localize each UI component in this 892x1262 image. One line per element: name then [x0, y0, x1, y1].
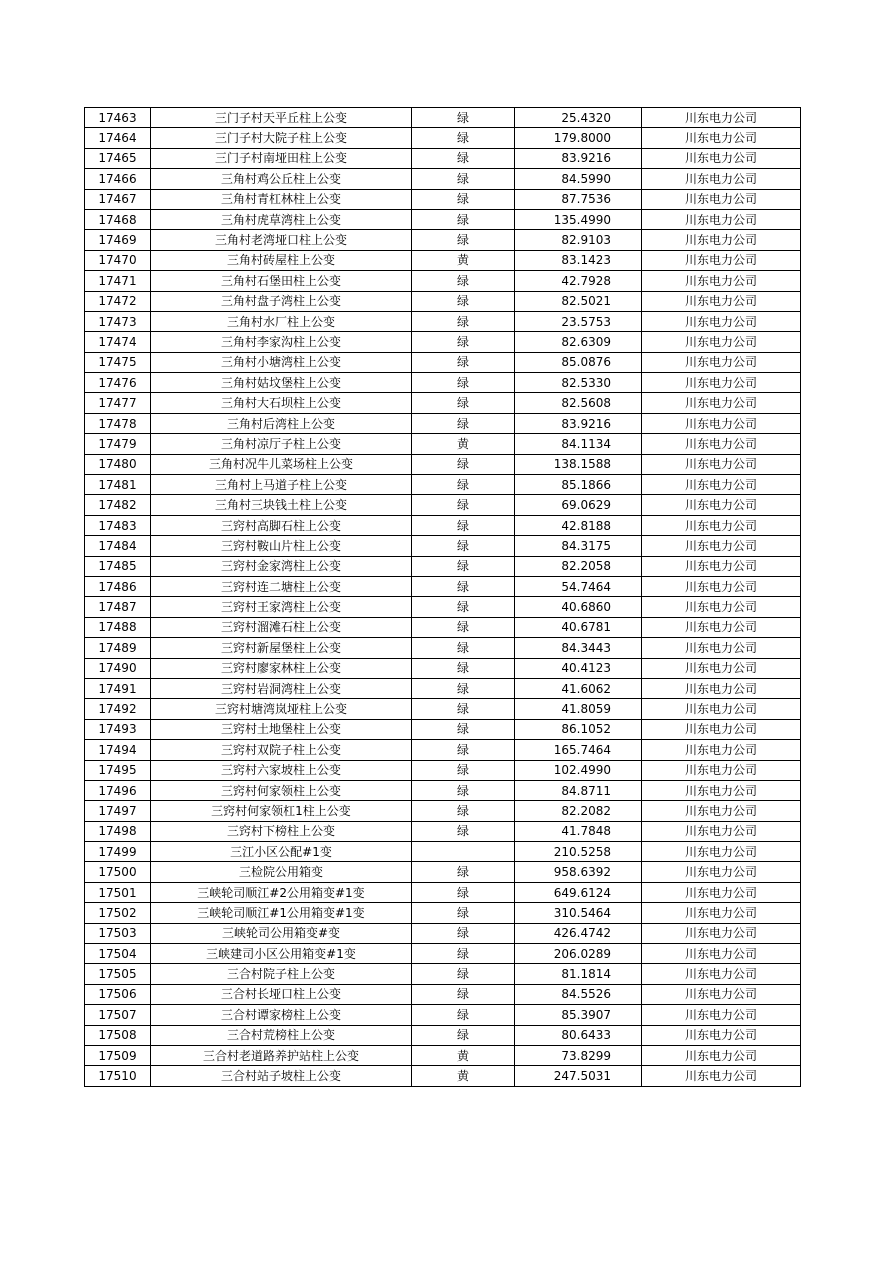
cell-name: 三角村老湾垭口柱上公变	[151, 230, 412, 250]
cell-status: 绿	[412, 658, 515, 678]
cell-company: 川东电力公司	[642, 821, 801, 841]
cell-company: 川东电力公司	[642, 638, 801, 658]
cell-name: 三角村水厂柱上公变	[151, 311, 412, 331]
table-row	[85, 923, 801, 943]
cell-value: 135.4990	[515, 209, 642, 229]
cell-name: 三角村鸡公丘柱上公变	[151, 169, 412, 189]
cell-id: 17485	[85, 556, 151, 576]
cell-name: 三峡轮司顺江#2公用箱变#1变	[151, 882, 412, 902]
cell-company: 川东电力公司	[642, 556, 801, 576]
cell-status: 绿	[412, 617, 515, 637]
cell-id: 17463	[85, 108, 151, 128]
cell-value: 86.1052	[515, 719, 642, 739]
cell-company: 川东电力公司	[642, 108, 801, 128]
table-row	[85, 332, 801, 352]
cell-value: 82.6309	[515, 332, 642, 352]
cell-name: 三窍村连二塘柱上公变	[151, 576, 412, 596]
cell-value: 69.0629	[515, 495, 642, 515]
table-row	[85, 944, 801, 964]
cell-id: 17472	[85, 291, 151, 311]
cell-value: 40.6781	[515, 617, 642, 637]
cell-status: 绿	[412, 984, 515, 1004]
cell-name: 三门子村大院子柱上公变	[151, 128, 412, 148]
table-row	[85, 413, 801, 433]
cell-company: 川东电力公司	[642, 842, 801, 862]
cell-id: 17473	[85, 311, 151, 331]
cell-name: 三窍村双院子柱上公变	[151, 740, 412, 760]
cell-company: 川东电力公司	[642, 393, 801, 413]
cell-value: 85.1866	[515, 475, 642, 495]
cell-status: 绿	[412, 169, 515, 189]
cell-company: 川东电力公司	[642, 434, 801, 454]
cell-value: 40.4123	[515, 658, 642, 678]
cell-value: 958.6392	[515, 862, 642, 882]
cell-status: 绿	[412, 964, 515, 984]
cell-company: 川东电力公司	[642, 332, 801, 352]
cell-company: 川东电力公司	[642, 128, 801, 148]
cell-status: 黄	[412, 1045, 515, 1065]
cell-value: 42.8188	[515, 515, 642, 535]
table-row	[85, 760, 801, 780]
table-row	[85, 495, 801, 515]
cell-id: 17484	[85, 536, 151, 556]
cell-name: 三角村小塘湾柱上公变	[151, 352, 412, 372]
cell-company: 川东电力公司	[642, 271, 801, 291]
cell-company: 川东电力公司	[642, 944, 801, 964]
cell-status: 绿	[412, 495, 515, 515]
cell-value: 82.2082	[515, 801, 642, 821]
cell-status: 绿	[412, 1025, 515, 1045]
cell-company: 川东电力公司	[642, 291, 801, 311]
cell-value: 87.7536	[515, 189, 642, 209]
table-row	[85, 250, 801, 270]
table-row	[85, 719, 801, 739]
cell-company: 川东电力公司	[642, 964, 801, 984]
cell-id: 17475	[85, 352, 151, 372]
table-row	[85, 699, 801, 719]
cell-id: 17469	[85, 230, 151, 250]
cell-id: 17503	[85, 923, 151, 943]
cell-status: 绿	[412, 821, 515, 841]
cell-company: 川东电力公司	[642, 1045, 801, 1065]
cell-id: 17465	[85, 148, 151, 168]
cell-name: 三窍村六家坡柱上公变	[151, 760, 412, 780]
table-row	[85, 209, 801, 229]
cell-value: 102.4990	[515, 760, 642, 780]
cell-id: 17478	[85, 413, 151, 433]
table-row	[85, 842, 801, 862]
cell-status: 绿	[412, 760, 515, 780]
cell-id: 17482	[85, 495, 151, 515]
table-row	[85, 780, 801, 800]
cell-name: 三合村站子坡柱上公变	[151, 1066, 412, 1086]
cell-id: 17486	[85, 576, 151, 596]
cell-company: 川东电力公司	[642, 209, 801, 229]
cell-name: 三检院公用箱变	[151, 862, 412, 882]
cell-company: 川东电力公司	[642, 882, 801, 902]
cell-name: 三窍村何家领柱上公变	[151, 780, 412, 800]
cell-id: 17466	[85, 169, 151, 189]
cell-status: 绿	[412, 271, 515, 291]
cell-status: 绿	[412, 291, 515, 311]
cell-company: 川东电力公司	[642, 189, 801, 209]
cell-company: 川东电力公司	[642, 413, 801, 433]
cell-id: 17471	[85, 271, 151, 291]
cell-name: 三窍村金家湾柱上公变	[151, 556, 412, 576]
table-row	[85, 352, 801, 372]
cell-status: 绿	[412, 393, 515, 413]
table-row	[85, 291, 801, 311]
cell-value: 210.5258	[515, 842, 642, 862]
cell-status: 绿	[412, 352, 515, 372]
cell-name: 三角村上马道子柱上公变	[151, 475, 412, 495]
cell-status: 绿	[412, 413, 515, 433]
cell-name: 三江小区公配#1变	[151, 842, 412, 862]
table-row	[85, 271, 801, 291]
cell-value: 82.5608	[515, 393, 642, 413]
table-row	[85, 169, 801, 189]
cell-company: 川东电力公司	[642, 454, 801, 474]
cell-company: 川东电力公司	[642, 862, 801, 882]
cell-name: 三窍村高脚石柱上公变	[151, 515, 412, 535]
cell-status: 绿	[412, 373, 515, 393]
table-row	[85, 576, 801, 596]
cell-status: 黄	[412, 250, 515, 270]
cell-name: 三角村姑坟堡柱上公变	[151, 373, 412, 393]
cell-name: 三合村老道路养护站柱上公变	[151, 1045, 412, 1065]
cell-company: 川东电力公司	[642, 311, 801, 331]
cell-name: 三合村长垭口柱上公变	[151, 984, 412, 1004]
cell-status: 绿	[412, 1005, 515, 1025]
cell-status: 绿	[412, 475, 515, 495]
cell-company: 川东电力公司	[642, 250, 801, 270]
cell-id: 17477	[85, 393, 151, 413]
table-row	[85, 964, 801, 984]
cell-company: 川东电力公司	[642, 678, 801, 698]
cell-value: 83.1423	[515, 250, 642, 270]
table-row	[85, 1025, 801, 1045]
table-row	[85, 617, 801, 637]
cell-id: 17495	[85, 760, 151, 780]
cell-value: 82.9103	[515, 230, 642, 250]
cell-company: 川东电力公司	[642, 1025, 801, 1045]
cell-status: 绿	[412, 230, 515, 250]
cell-id: 17489	[85, 638, 151, 658]
cell-name: 三窍村廖家林柱上公变	[151, 658, 412, 678]
cell-status: 绿	[412, 862, 515, 882]
table-row	[85, 638, 801, 658]
cell-company: 川东电力公司	[642, 719, 801, 739]
cell-status: 绿	[412, 536, 515, 556]
cell-value: 80.6433	[515, 1025, 642, 1045]
cell-company: 川东电力公司	[642, 576, 801, 596]
table-row	[85, 454, 801, 474]
table-row	[85, 1066, 801, 1086]
cell-id: 17464	[85, 128, 151, 148]
cell-status	[412, 842, 515, 862]
cell-id: 17493	[85, 719, 151, 739]
cell-value: 649.6124	[515, 882, 642, 902]
table-row	[85, 1045, 801, 1065]
cell-name: 三窍村下榜柱上公变	[151, 821, 412, 841]
cell-id: 17488	[85, 617, 151, 637]
cell-company: 川东电力公司	[642, 780, 801, 800]
table-row	[85, 148, 801, 168]
cell-company: 川东电力公司	[642, 984, 801, 1004]
cell-name: 三角村凉厅子柱上公变	[151, 434, 412, 454]
cell-id: 17509	[85, 1045, 151, 1065]
cell-name: 三角村大石坝柱上公变	[151, 393, 412, 413]
cell-company: 川东电力公司	[642, 597, 801, 617]
cell-id: 17483	[85, 515, 151, 535]
cell-name: 三峡轮司公用箱变#变	[151, 923, 412, 943]
cell-status: 绿	[412, 903, 515, 923]
cell-name: 三窍村鞍山片柱上公变	[151, 536, 412, 556]
cell-company: 川东电力公司	[642, 475, 801, 495]
cell-company: 川东电力公司	[642, 801, 801, 821]
cell-value: 41.7848	[515, 821, 642, 841]
cell-value: 41.8059	[515, 699, 642, 719]
cell-name: 三峡轮司顺江#1公用箱变#1变	[151, 903, 412, 923]
table-row	[85, 556, 801, 576]
cell-value: 81.1814	[515, 964, 642, 984]
cell-name: 三角村李家沟柱上公变	[151, 332, 412, 352]
cell-name: 三窍村王家湾柱上公变	[151, 597, 412, 617]
cell-id: 17480	[85, 454, 151, 474]
cell-company: 川东电力公司	[642, 536, 801, 556]
cell-value: 42.7928	[515, 271, 642, 291]
cell-company: 川东电力公司	[642, 760, 801, 780]
cell-status: 绿	[412, 189, 515, 209]
cell-name: 三窍村新屋堡柱上公变	[151, 638, 412, 658]
cell-name: 三窍村溜滩石柱上公变	[151, 617, 412, 637]
table-row	[85, 862, 801, 882]
table-row	[85, 984, 801, 1004]
cell-id: 17500	[85, 862, 151, 882]
cell-value: 84.1134	[515, 434, 642, 454]
cell-company: 川东电力公司	[642, 230, 801, 250]
cell-status: 绿	[412, 311, 515, 331]
cell-name: 三窍村土地堡柱上公变	[151, 719, 412, 739]
cell-id: 17490	[85, 658, 151, 678]
cell-value: 41.6062	[515, 678, 642, 698]
cell-value: 73.8299	[515, 1045, 642, 1065]
cell-name: 三窍村何家领杠1柱上公变	[151, 801, 412, 821]
cell-company: 川东电力公司	[642, 495, 801, 515]
cell-id: 17487	[85, 597, 151, 617]
cell-status: 黄	[412, 1066, 515, 1086]
cell-company: 川东电力公司	[642, 923, 801, 943]
table-row	[85, 475, 801, 495]
cell-status: 黄	[412, 434, 515, 454]
table-row	[85, 882, 801, 902]
cell-value: 247.5031	[515, 1066, 642, 1086]
cell-name: 三峡建司小区公用箱变#1变	[151, 944, 412, 964]
cell-company: 川东电力公司	[642, 699, 801, 719]
cell-status: 绿	[412, 148, 515, 168]
cell-status: 绿	[412, 454, 515, 474]
table-body	[85, 108, 801, 1087]
cell-id: 17501	[85, 882, 151, 902]
cell-value: 165.7464	[515, 740, 642, 760]
cell-value: 84.5990	[515, 169, 642, 189]
cell-id: 17476	[85, 373, 151, 393]
table-row	[85, 108, 801, 128]
cell-id: 17491	[85, 678, 151, 698]
table-row	[85, 740, 801, 760]
cell-company: 川东电力公司	[642, 373, 801, 393]
cell-company: 川东电力公司	[642, 740, 801, 760]
cell-name: 三窍村塘湾岚垭柱上公变	[151, 699, 412, 719]
cell-status: 绿	[412, 332, 515, 352]
cell-status: 绿	[412, 882, 515, 902]
cell-id: 17494	[85, 740, 151, 760]
cell-name: 三门子村天平丘柱上公变	[151, 108, 412, 128]
table-row	[85, 1005, 801, 1025]
transformer-table	[84, 107, 801, 1087]
cell-status: 绿	[412, 678, 515, 698]
cell-status: 绿	[412, 801, 515, 821]
table-row	[85, 128, 801, 148]
table-row	[85, 515, 801, 535]
cell-name: 三合村院子柱上公变	[151, 964, 412, 984]
table-row	[85, 597, 801, 617]
cell-value: 138.1588	[515, 454, 642, 474]
cell-id: 17467	[85, 189, 151, 209]
cell-name: 三角村后湾柱上公变	[151, 413, 412, 433]
cell-value: 85.3907	[515, 1005, 642, 1025]
cell-value: 54.7464	[515, 576, 642, 596]
cell-status: 绿	[412, 209, 515, 229]
cell-value: 84.5526	[515, 984, 642, 1004]
table-row	[85, 373, 801, 393]
cell-company: 川东电力公司	[642, 658, 801, 678]
cell-id: 17507	[85, 1005, 151, 1025]
cell-name: 三合村荒榜柱上公变	[151, 1025, 412, 1045]
cell-status: 绿	[412, 944, 515, 964]
cell-name: 三角村石堡田柱上公变	[151, 271, 412, 291]
cell-id: 17505	[85, 964, 151, 984]
table-row	[85, 434, 801, 454]
cell-status: 绿	[412, 780, 515, 800]
table-row	[85, 311, 801, 331]
cell-value: 82.2058	[515, 556, 642, 576]
cell-status: 绿	[412, 515, 515, 535]
cell-id: 17498	[85, 821, 151, 841]
cell-value: 83.9216	[515, 413, 642, 433]
cell-value: 23.5753	[515, 311, 642, 331]
cell-value: 84.3443	[515, 638, 642, 658]
cell-name: 三角村三块钱土柱上公变	[151, 495, 412, 515]
cell-name: 三窍村岩洞湾柱上公变	[151, 678, 412, 698]
cell-company: 川东电力公司	[642, 515, 801, 535]
table-row	[85, 903, 801, 923]
cell-value: 179.8000	[515, 128, 642, 148]
cell-status: 绿	[412, 108, 515, 128]
cell-company: 川东电力公司	[642, 1005, 801, 1025]
cell-id: 17510	[85, 1066, 151, 1086]
cell-name: 三角村砖屋柱上公变	[151, 250, 412, 270]
cell-status: 绿	[412, 638, 515, 658]
cell-status: 绿	[412, 740, 515, 760]
cell-id: 17506	[85, 984, 151, 1004]
cell-name: 三合村谭家榜柱上公变	[151, 1005, 412, 1025]
cell-id: 17496	[85, 780, 151, 800]
cell-value: 84.8711	[515, 780, 642, 800]
cell-name: 三门子村南垭田柱上公变	[151, 148, 412, 168]
cell-status: 绿	[412, 699, 515, 719]
cell-company: 川东电力公司	[642, 617, 801, 637]
cell-value: 40.6860	[515, 597, 642, 617]
cell-value: 82.5330	[515, 373, 642, 393]
cell-name: 三角村虎草湾柱上公变	[151, 209, 412, 229]
table-row	[85, 801, 801, 821]
cell-value: 25.4320	[515, 108, 642, 128]
cell-status: 绿	[412, 597, 515, 617]
cell-id: 17479	[85, 434, 151, 454]
cell-value: 82.5021	[515, 291, 642, 311]
cell-company: 川东电力公司	[642, 1066, 801, 1086]
table-row	[85, 821, 801, 841]
table-row	[85, 678, 801, 698]
table-row	[85, 189, 801, 209]
cell-name: 三角村盘子湾柱上公变	[151, 291, 412, 311]
cell-value: 84.3175	[515, 536, 642, 556]
cell-status: 绿	[412, 576, 515, 596]
table-row	[85, 658, 801, 678]
table-row	[85, 393, 801, 413]
cell-value: 206.0289	[515, 944, 642, 964]
cell-company: 川东电力公司	[642, 169, 801, 189]
cell-id: 17481	[85, 475, 151, 495]
cell-status: 绿	[412, 556, 515, 576]
cell-id: 17468	[85, 209, 151, 229]
cell-id: 17492	[85, 699, 151, 719]
cell-status: 绿	[412, 719, 515, 739]
cell-name: 三角村况牛儿菜场柱上公变	[151, 454, 412, 474]
table-row	[85, 536, 801, 556]
cell-name: 三角村青杠林柱上公变	[151, 189, 412, 209]
cell-id: 17508	[85, 1025, 151, 1045]
cell-company: 川东电力公司	[642, 148, 801, 168]
cell-id: 17502	[85, 903, 151, 923]
cell-id: 17474	[85, 332, 151, 352]
cell-value: 426.4742	[515, 923, 642, 943]
cell-value: 85.0876	[515, 352, 642, 372]
cell-status: 绿	[412, 923, 515, 943]
cell-status: 绿	[412, 128, 515, 148]
cell-id: 17499	[85, 842, 151, 862]
cell-value: 310.5464	[515, 903, 642, 923]
cell-id: 17504	[85, 944, 151, 964]
cell-id: 17470	[85, 250, 151, 270]
table-row	[85, 230, 801, 250]
cell-id: 17497	[85, 801, 151, 821]
cell-value: 83.9216	[515, 148, 642, 168]
cell-company: 川东电力公司	[642, 352, 801, 372]
cell-company: 川东电力公司	[642, 903, 801, 923]
